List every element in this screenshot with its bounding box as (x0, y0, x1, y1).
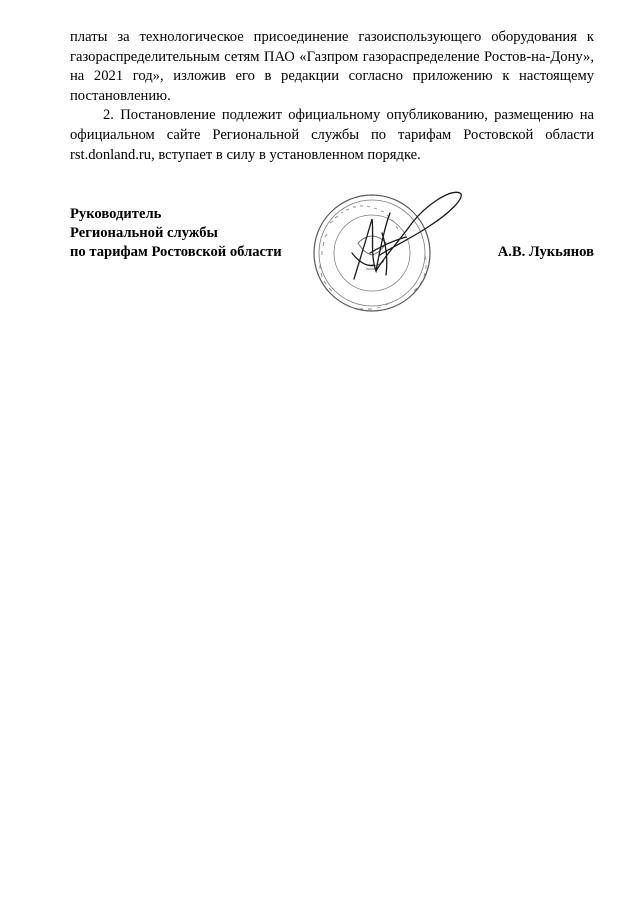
signer-name: А.В. Лукьянов (497, 244, 594, 260)
paragraph-2: 2. Постановление подлежит официальному опубликованию, размещению на официальном сайте Региональной службы по тарифам Ростовской области rst.donland.ru, вступает в силу в установленном порядке. (70, 107, 594, 163)
document-body (70, 28, 594, 165)
signer-title-line-3: по тарифам Ростовской области (70, 244, 282, 260)
signer-title-line-2: Региональной службы (70, 225, 218, 241)
paragraph-continuation: платы за технологическое присоединение газоиспользующего оборудования к газораспределительным сетям ПАО «Газпром газораспределение Ростов-на-Дону», на 2021 год», изложив его в редакции согласно приложению к настоящему постановлению. (70, 29, 594, 104)
signature-block (70, 205, 594, 285)
signer-title-line-1: Руководитель (70, 206, 162, 222)
